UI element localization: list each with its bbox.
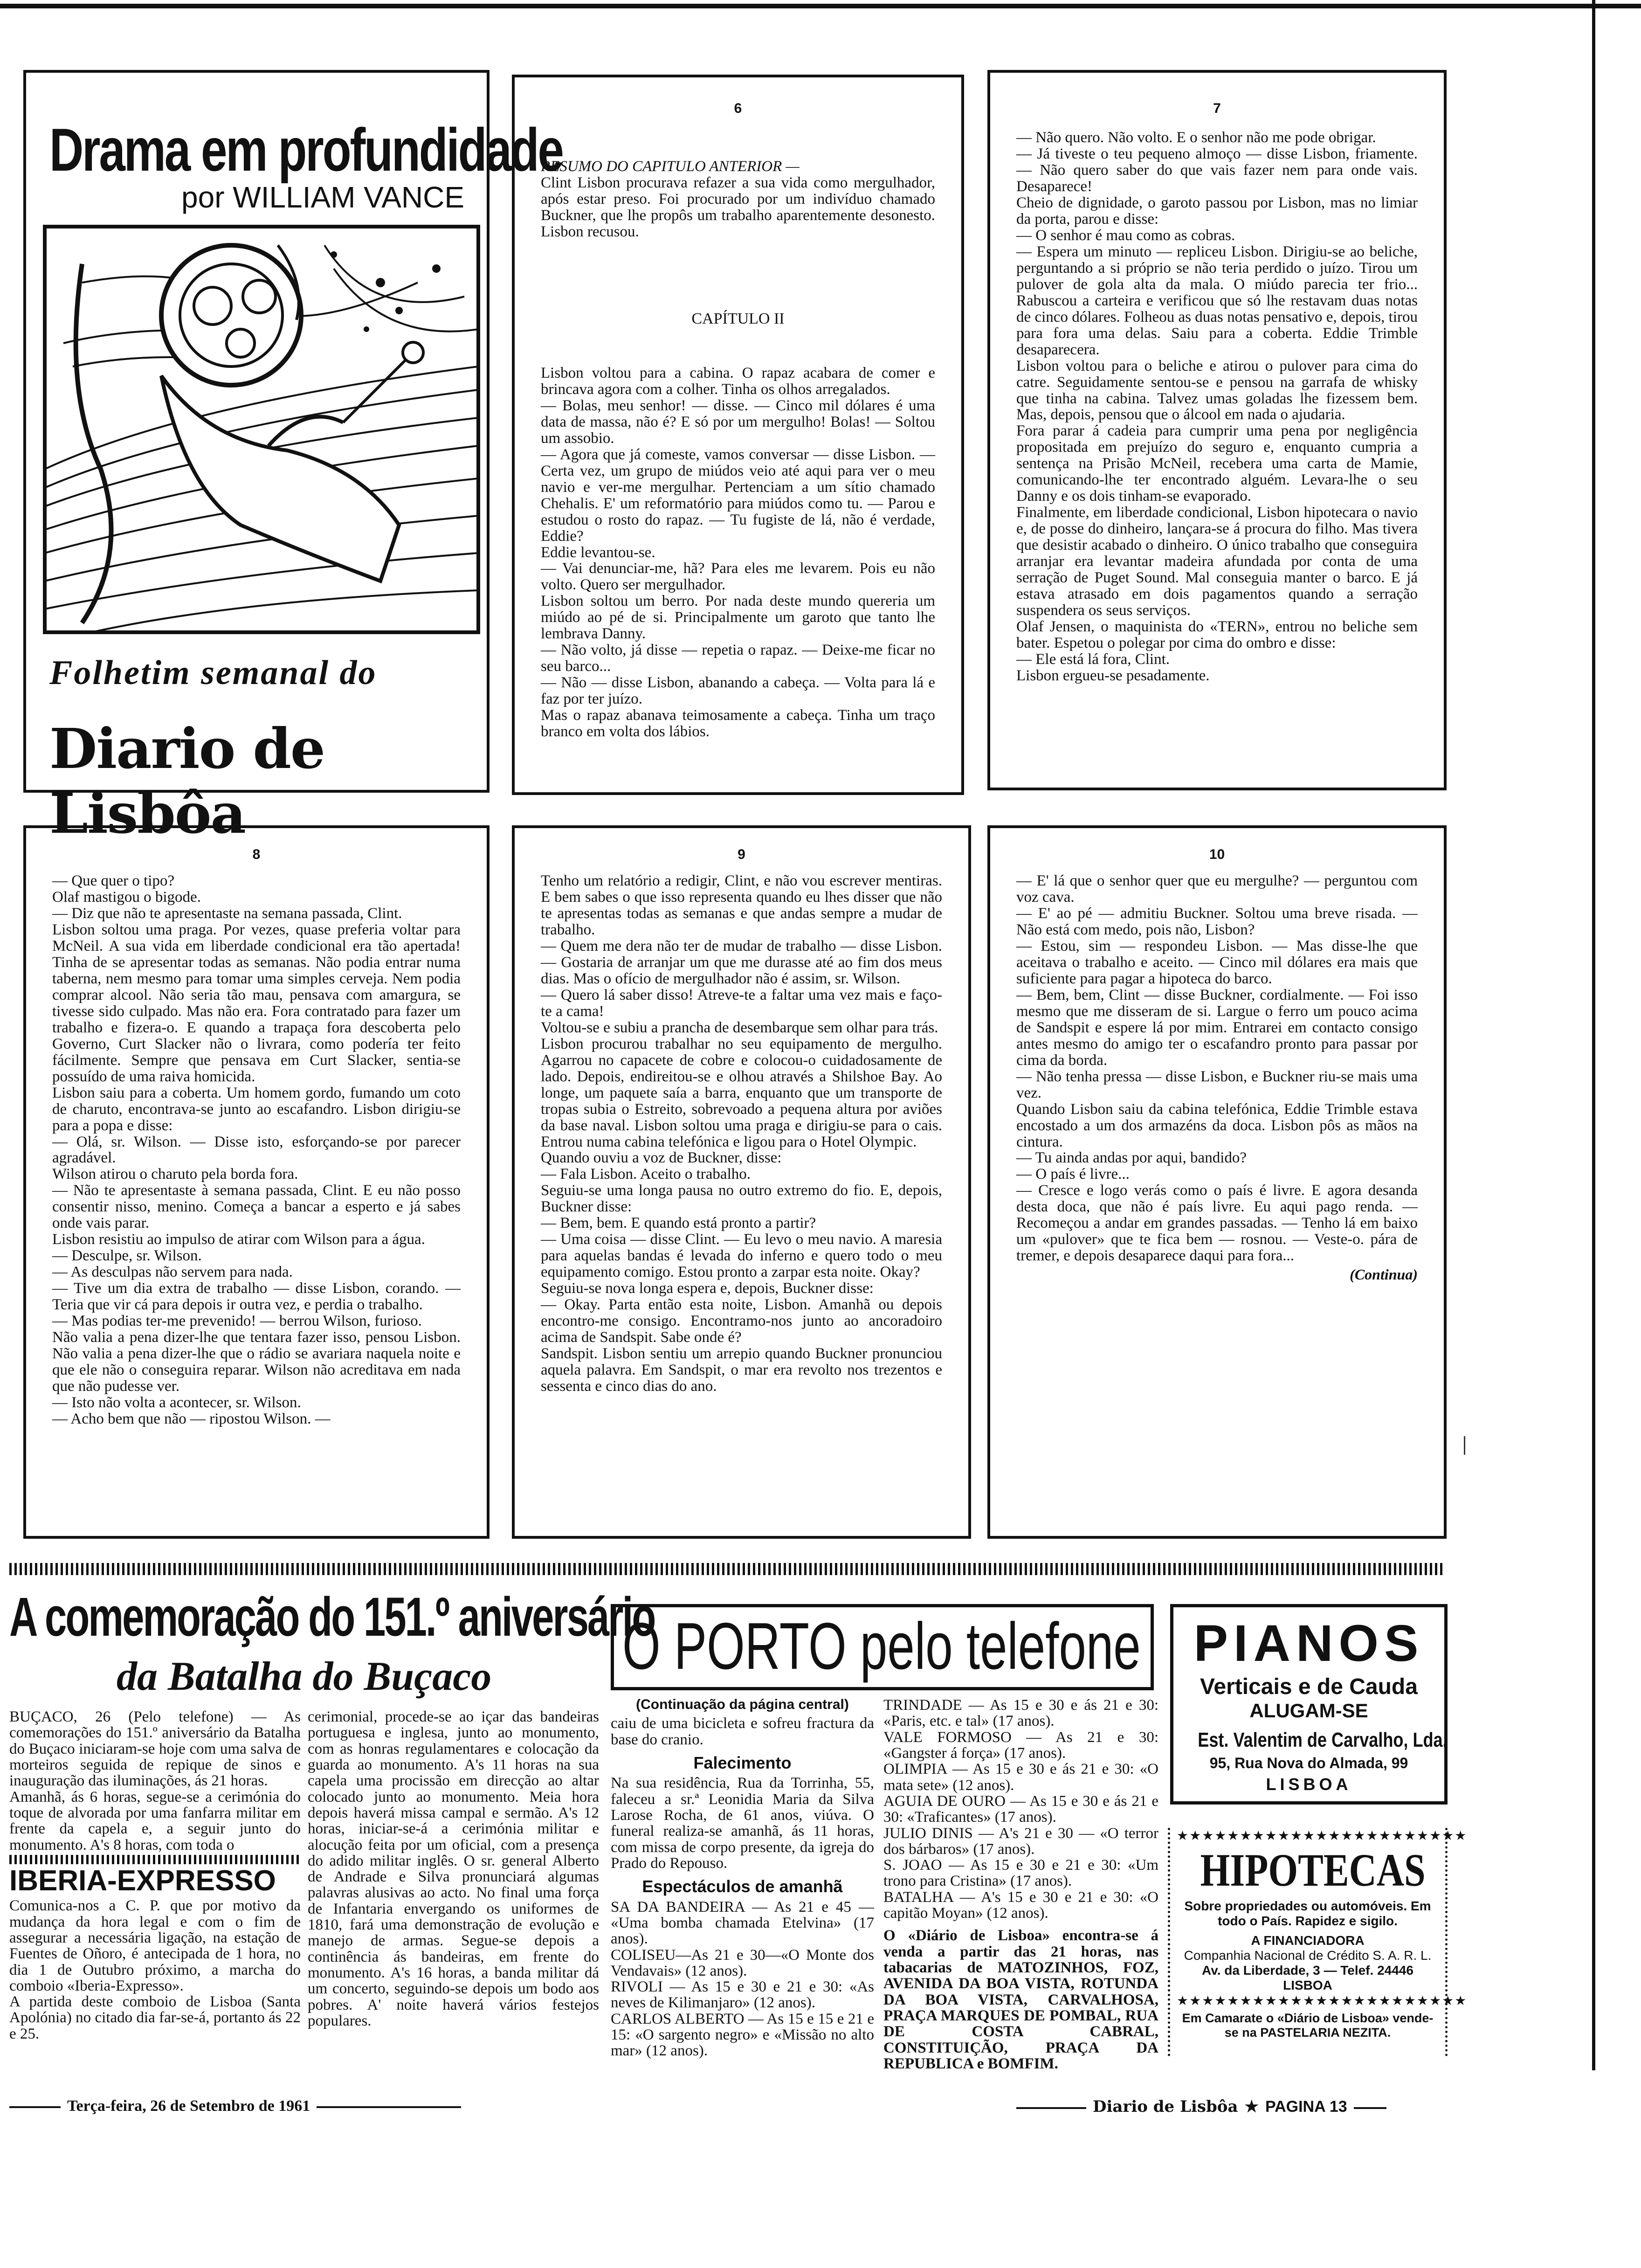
porto-continuation-text: caiu de uma bicicleta e sofreu fractura da base do cranio. (611, 1715, 874, 1748)
paragraph: — Desculpe, sr. Wilson. (52, 1247, 202, 1265)
page-number: 7 (1213, 101, 1221, 116)
paragraph: Lisbon saiu para a coberta. Um homem gordo, fumando um coto de charuto, encontrava-se junto ao escafandro. Lisbon dirigiu-se para a popa e disse: (52, 1084, 461, 1134)
espectaculo-item: COLISEU—As 21 e 30—«O Monte dos Vendavais» (12 anos). (611, 1946, 874, 1979)
iberia-paragraph: Comunica-nos a C. P. que por motivo da mudança da hora legal e com o fim de assegurar a necessária ligação, na estação de Fuentes de Oñoro, é antecipada de 1 hora, no dia 1 de Outubro próximo, a marcha do comboio «Iberia-Expresso». (9, 1897, 301, 1994)
serial-author: por WILLIAM VANCE (181, 180, 464, 214)
bucaco-subhead: da Batalha do Buçaco (117, 1654, 492, 1699)
paragraph: Tenho um relatório a redigir, Clint, e não vou escrever mentiras. E bem sabes o que isso representa quando eu lhes disser que não te apresentas todas as semanas e que andas sempre a mudar de trabalho. (541, 872, 942, 938)
margin-mark (1464, 1436, 1465, 1455)
page10-body (1016, 873, 1418, 1264)
paragraph: — Não tenha pressa — disse Lisbon, e Buckner riu-se mais uma vez. (1016, 1068, 1418, 1101)
paragraph: — Cresce e logo verás como o país é livre. E agora desanda desta doca, que não é país livre. Eu aqui pago renda. — Recomeçou a andar em grandes passadas. — Tenho lá em baixo um «pulover» que te fica bem — rosnou. — Veste-o. pára de tremer, e depois desaparece daqui para fora... (1016, 1182, 1418, 1265)
bucaco-paragraph: Amanhã, ás 6 horas, segue-se a cerimónia do toque de alvorada por uma fanfarra militar em frente da capela e, a seguir junto do monumento. A's 8 horas, com toda o (9, 1788, 301, 1853)
hipotecas-city: LISBOA (1283, 1978, 1332, 1992)
paragraph: Lisbon voltou para o beliche e atirou o pulover para cima do catre. Seguidamente sentou-se e pensou na garrafa de whisky que tinha na cabina. Talvez umas goladas lhe fizessem bem. Mas, depois, pensou que o álcool em nada o ajudaria. (1016, 357, 1418, 423)
pianos-line: LISBOA (1266, 1775, 1352, 1794)
page-number: 8 (252, 847, 261, 862)
paragraph: — Que quer o tipo? (52, 872, 175, 889)
footer-paper: Diario de Lisbôa ★ PAGINA 13 (1016, 2097, 1386, 2116)
star-border: ★★★★★★★★★★★★★★★★★★★★★★★ (1177, 1828, 1468, 1843)
porto-column-1 (611, 1697, 874, 2059)
paragraph: — Diz que não te apresentaste na semana passada, Clint. (52, 905, 402, 922)
page-number: 10 (1209, 847, 1225, 862)
pianos-line: 95, Rua Nova do Almada, 99 (1209, 1755, 1408, 1771)
footer-date (9, 2097, 461, 2115)
paragraph: — Tive um dia extra de trabalho — disse Lisbon, corando. — Teria que vir cá para depois ir outra vez, e perdia o trabalho. (52, 1280, 461, 1314)
paragraph: Fora parar á cadeia para cumprir uma pena por negligência propositada em prejuízo do seguro e, enquanto cumpria a sentença na Prisão McNeil, recebera uma carta de Mamie, comunicando-lhe ter encontrado alguém. Levara-lhe o seu Danny e os dois tinham-se evaporado. (1016, 422, 1418, 505)
issue-date: Terça-feira, 26 de Setembro de 1961 (67, 2097, 310, 2115)
paragraph: — Ele está lá fora, Clint. (1016, 651, 1170, 668)
espectaculo-item: RIVOLI — As 15 e 30 e 21 e 30: «As neves de Kilimanjaro» (12 anos). (611, 1978, 874, 2012)
pianos-line: Verticais e de Cauda (1200, 1674, 1418, 1699)
paragraph: Olaf Jensen, o maquinista do «TERN», entrou no beliche sem bater. Espetou o polegar por cima do ombro e disse: (1016, 618, 1418, 652)
paragraph: — Bem, bem. E quando está pronto a partir? (541, 1215, 816, 1232)
paragraph: Lisbon voltou para a cabina. O rapaz acabara de comer e brincava agora com a colher. Tinha os olhos arregalados. (541, 364, 935, 398)
page-number: 9 (738, 847, 745, 862)
section-separator (9, 1563, 1445, 1575)
paragraph: Cheio de dignidade, o garoto passou por Lisbon, mas no limiar da porta, parou e disse: (1016, 194, 1418, 228)
paragraph: — Uma coisa — disse Clint. — Eu levo o meu navio. A maresia para aquelas bandas é levada do inferno e quero todo o meu equipamento comigo. Estou pronto a zarpar esta noite. Okay? (541, 1231, 942, 1281)
newspaper-masthead: Diario de Lisbôa (49, 716, 324, 846)
espectaculo-item: VALE FORMOSO — As 21 e 30: «Gangster á força» (17 anos). (883, 1729, 1158, 1762)
iberia-paragraph: A partida deste comboio de Lisboa (Santa Apolónia) no citado dia far-se-á, portanto ás 22 e 25. (9, 1993, 301, 2042)
paragraph: — Tu ainda andas por aqui, bandido? (1016, 1149, 1247, 1167)
paragraph: — Agora que já comeste, vamos conversar — disse Lisbon. — Certa vez, um grupo de miúdos veio até aqui para ver o meu navio e ver-me mergulhar. Pertenciam a um sítio chamado Chehalis. E' um reformatório para miúdos como tu. — Parou e estudou o rosto do rapaz. — Tu fugiste de lá, não é verdade, Eddie? (541, 446, 935, 545)
hipotecas-company-label: A FINANCIADORA (1251, 1933, 1365, 1948)
drama-title-panel (23, 70, 563, 846)
paragraph: — Olá, sr. Wilson. — Disse isto, esforçando-se por parecer agradável. (52, 1133, 461, 1167)
serial-page-9 (512, 825, 971, 1539)
iberia-title: IBERIA-EXPRESSO (9, 1864, 276, 1897)
porto-title: O PORTO pelo telefone (622, 1609, 1141, 1683)
paragraph: — Quem me dera não ter de mudar de trabalho — disse Lisbon. — Gostaria de arranjar um que me durasse até ao fim dos meus dias. Mas o ofício de mergulhador não é assim, sr. Wilson. (541, 937, 942, 987)
paragraph: — Estou, sim — respondeu Lisbon. — Mas disse-lhe que aceitava o trabalho e aceito. — Cinco mil dólares era mais que suficiente para pagar a hipoteca do barco. (1016, 937, 1418, 987)
chapter-heading: CAPÍTULO II (691, 310, 785, 327)
star-border: ★★★★★★★★★★★★★★★★★★★★★★★ (1177, 1993, 1468, 2008)
espectaculo-item: SA DA BANDEIRA — As 21 e 45 — «Uma bomba chamada Etelvina» (17 anos). (611, 1898, 874, 1948)
paragraph: Voltou-se e subiu a prancha de desembarque sem olhar para trás. (541, 1019, 938, 1036)
paragraph: — As desculpas não servem para nada. (52, 1264, 293, 1281)
page-number: 6 (734, 101, 742, 116)
falecimento-heading: Falecimento (693, 1753, 792, 1772)
paragraph: — Acho bem que não — ripostou Wilson. — (52, 1410, 331, 1427)
page7-body (1016, 130, 1418, 684)
paragraph: — Vai denunciar-me, hã? Para eles me levarem. Pois eu não volto. Quero ser mergulhador. (541, 560, 935, 594)
paragraph: — Não te apresentaste à semana passada, Clint. E eu não posso consentir nisso, menino. Começa a bancar a esperto e já sabes onde vais parar. (52, 1182, 461, 1232)
serial-page-10 (987, 825, 1447, 1539)
pianos-title: PIANOS (1193, 1615, 1424, 1672)
diario-venda-notice: O «Diário de Lisboa» encontra-se á venda a partir das 21 horas, nas tabacarias de MATOZINHOS, FOZ, AVENIDA DA BOA VISTA, ROTUNDA DA BOA VISTA, CARVALHOSA, PRAÇA MARQUES DE POMBAL, RUA DE COSTA CABRAL, CONSTITUIÇÃO, PRAÇA DA REPUBLICA e BOMFIM. (883, 1927, 1158, 2072)
iberia-separator (9, 1855, 301, 1864)
paragraph: — E' ao pé — admitiu Buckner. Soltou uma breve risada. — Não está com medo, pois não, Lisbon? (1016, 905, 1418, 938)
paragraph: Eddie levantou-se. (541, 544, 655, 561)
paragraph: — O país é livre... (1016, 1166, 1130, 1183)
page-label: PAGINA 13 (1265, 2098, 1347, 2116)
espectaculo-item: OLIMPIA — As 15 e 30 e ás 21 e 30: «O mata sete» (12 anos). (883, 1761, 1158, 1794)
espectaculo-item: S. JOAO — As 15 e 30 e 21 e 30: «Um trono para Cristina» (17 anos). (883, 1857, 1158, 1890)
pianos-line: Est. Valentim de Carvalho, Lda. (1198, 1729, 1448, 1751)
bucaco-headline: A comemoração do 151.º aniversário (9, 1586, 655, 1648)
paragraph: — Bem, bem, Clint — disse Buckner, cordialmente. — Foi isso mesmo que me disseram de si. Largue o ferro um pouco acima de Sandspit e espere lá por mim. Entrarei em contacto consigo antes mesmo do amigo ter o escafandro pronto para passar por cima da borda. (1016, 986, 1418, 1069)
bucaco-column-2 (308, 1709, 599, 2029)
paragraph: Seguiu-se nova longa espera e, depois, Buckner disse: (541, 1280, 874, 1297)
paragraph: — Okay. Parta então esta noite, Lisbon. Amanhã ou depois encontro-me consigo. Encontramo-nos junto ao ancoradoiro acima de Sandspit. Sabe onde é? (541, 1296, 942, 1346)
serial-page-7 (987, 70, 1447, 790)
page9-body (541, 873, 942, 1395)
paragraph: Quando ouviu a voz de Buckner, disse: (541, 1149, 782, 1167)
espectaculo-item: JULIO DINIS — A's 21 e 30 — «O terror dos bárbaros» (17 anos). (883, 1825, 1158, 1858)
right-margin-rule (1592, 0, 1595, 2070)
bucaco-paragraph: BUÇACO, 26 (Pelo telefone) — As comemorações do 151.º aniversário da Batalha do Buçaco iniciaram-se hoje com uma salva de morteiros seguida de repique de sinos e inauguração das iluminações, ás 21 horas. (9, 1708, 301, 1790)
serial-title: Drama em profundidade (49, 116, 563, 184)
serial-page-8 (23, 825, 490, 1539)
porto-continuation-label: (Continuação da página central) (636, 1697, 849, 1712)
espectaculos-heading: Espectáculos de amanhã (642, 1877, 843, 1896)
paragraph: Olaf mastigou o bigode. (52, 888, 201, 906)
hipotecas-title: HIPOTECAS (1200, 1844, 1426, 1896)
porto-title-box (611, 1604, 1154, 1690)
paragraph: Lisbon procurou trabalhar no seu equipamento de mergulho. Agarrou no capacete de cobre e colocou-o cuidadosamente de lado. Depois, endireitou-se e olhou através a Shilshoe Bay. Ao longe, um paquete saía a barra, enquanto que um transporte de tropas subia o Estreito, sobrevoado a pequena altura por aviões da base naval. Lisbon soltou uma praga e dirigiu-se para o cais. Entrou numa cabina telefónica e ligou para o Hotel Olympic. (541, 1035, 942, 1150)
hipotecas-address: Av. da Liberdade, 3 — Telef. 24446 (1202, 1963, 1413, 1978)
camarote-notice: Em Camarate o «Diário de Lisboa» vende-se na PASTELARIA NEZITA. (1182, 2011, 1434, 2040)
paragraph: Seguiu-se uma longa pausa no outro extremo do fio. E, depois, Buckner disse: (541, 1182, 942, 1216)
page8-body (52, 873, 461, 1427)
resumo-text: Clint Lisbon procurava refazer a sua vida como mergulhador, após estar preso. Foi procurado por um indivíduo chamado Buckner, que lhe propôs um trabalho aparentemente desonesto. Lisbon recusou. (541, 174, 935, 240)
paragraph: Lisbon soltou um berro. Por nada deste mundo quereria um miúdo ao pé de si. Principalmente um garoto que tanto lhe lembrava Danny. (541, 593, 935, 643)
paragraph: — Não — disse Lisbon, abanando a cabeça. — Volta para lá e faz por ter juízo. (541, 674, 935, 708)
bucaco-column-1 (9, 1709, 301, 2042)
paragraph: — Já tiveste o teu pequeno almoço — disse Lisbon, friamente. — Não quero saber do que vais fazer nem para onde vais. Desaparece! (1016, 145, 1418, 195)
resumo-label: RESUMO DO CAPITULO ANTERIOR — (541, 158, 800, 175)
paragraph: — O senhor é mau como as cobras. (1016, 227, 1235, 244)
folhetim-caption: Folhetim semanal do (49, 654, 377, 692)
diver-illustration (45, 227, 478, 632)
paragraph: Lisbon soltou uma praga. Por vezes, quase preferia voltar para McNeil. A sua vida em liberdade condicional era tão apertada! Tinha de se apresentar todas as semanas. Não podia entrar numa taberna, nem mesmo para tomar uma simples cerveja. Nem podia comprar alcool. Não seria tão mau, pensava com amargura, se tivesse sido culpado. Mas não era. Fora contratado para fazer um trabalho e fizera-o. E quando a trapaça fora descoberta pelo Governo, Curt Slacker não o livrara, como podería ter feito fácilmente. Sempre que pensava em Curt Slacker, sentia-se possuído de uma raiva homicida. (52, 921, 461, 1085)
paragraph: Lisbon resistiu ao impulso de atirar com Wilson para a água. (52, 1231, 425, 1248)
espectaculo-item: BATALHA — A's 15 e 30 e 21 e 30: «O capitão Moyan» (12 anos). (883, 1888, 1158, 1922)
paragraph: Sandspit. Lisbon sentiu um arrepio quando Buckner pronunciou aquela palavra. Em Sandspit, o mar era revolto nos trezentos e sessenta e cinco dias do ano. (541, 1345, 942, 1395)
paragraph: — Fala Lisbon. Aceito o trabalho. (541, 1166, 751, 1183)
paragraph: — Bolas, meu senhor! — disse. — Cinco mil dólares é uma data de massa, não é? E só por um mergulho! Bolas! — Soltou um assobio. (541, 397, 935, 447)
paragraph: — Mas podias ter-me prevenido! — berrou Wilson, furioso. (52, 1313, 422, 1330)
paragraph: — E' lá que o senhor quer que eu mergulhe? — perguntou com voz cava. (1016, 872, 1418, 906)
hipotecas-ad (1168, 1828, 1468, 2056)
hipotecas-text: Sobre propriedades ou automóveis. Em todo o País. Rapidez e sigilo. (1184, 1899, 1431, 1928)
paragraph: — Não quero. Não volto. E o senhor não me pode obrigar. (1016, 129, 1376, 146)
paragraph: — Quero lá saber disso! Atreve-te a faltar uma vez mais e faço-te a cama! (541, 986, 942, 1020)
paragraph: Não valia a pena dizer-lhe que tentara fazer isso, pensou Lisbon. Não valia a pena dizer-lhe que o rádio se avariara naquela noite e que ele não o conseguira reparar. Wilson não acreditava em nada que não pudesse ver. (52, 1329, 461, 1395)
top-rule (0, 4, 1641, 8)
paragraph: — Não volto, já disse — repetia o rapaz. — Deixe-me ficar no seu barco... (541, 642, 935, 675)
paragraph: Lisbon ergueu-se pesadamente. (1016, 667, 1210, 684)
bucaco-paragraph: cerimonial, procede-se ao içar das bandeiras portuguesa e inglesa, junto ao monumento, com as honras regulamentares e colocação da guarda ao monumento. A's 11 horas na sua capela uma procissão em direcção ao altar colocado junto ao monumento. Meia hora depois haverá missa campal e sermão. A's 12 horas, iniciar-se-á a cerimónia militar e alocução feita por um oficial, com a presença do adido militar inglês. O sr. general Alberto de Andrade e Silva pronunciará algumas palavras alusivas ao acto. No final uma força de Infantaria envergando os uniformes de 1810, fará uma demonstração de evolução e manejo de armas. Segue-se depois a continência ás bandeiras, em frente do monumento. A's 16 horas, a banda militar dá um concerto, seguindo-se depois um bodo aos pobres. A' noite haverá vários festejos populares. (308, 1708, 599, 2029)
paragraph: Quando Lisbon saiu da cabina telefónica, Eddie Trimble estava encostado a um dos armazéns da doca. Lisbon pôs as mãos na cintura. (1016, 1100, 1418, 1150)
falecimento-text: Na sua residência, Rua da Torrinha, 55, faleceu a sr.ª Leonidia Maria da Silva Larose Rocha, de 61 anos, viúva. O funeral realiza-se amanhã, ás 11 horas, com missa de corpo presente, da igreja do Prado do Repouso. (611, 1775, 874, 1872)
serial-page-6 (512, 75, 964, 795)
paragraph: — Espera um minuto — repliceu Lisbon. Dirigiu-se ao beliche, perguntando a si próprio se não teria perdido o juízo. Tirou um pulover de gola alta da mala. O miúdo parecia ter frio... Rabuscou a carteira e verificou que só lhe restavam duas notas de cinco dólares. Folheou as duas notas pensativo e, depois, tirou para fora uma delas. Saiu para a coberta. Eddie Trimble desaparecera. (1016, 243, 1418, 358)
paragraph: Mas o rapaz abanava teimosamente a cabeça. Tinha um traço branco em volta dos lábios. (541, 707, 935, 740)
espectaculo-item: AGUIA DE OURO — As 15 e 30 e ás 21 e 30: «Traficantes» (17 anos). (883, 1792, 1158, 1826)
paragraph: — Isto não volta a acontecer, sr. Wilson. (52, 1394, 301, 1411)
paragraph: Finalmente, em liberdade condicional, Lisbon hipotecara o navio e, de posse do dinheiro, lançara-se á procura do filho. Mas tivera que desistir acabado o dinheiro. O único trabalho que conseguira arranjar era levantar madeira afundada por conta de uma serração de Puget Sound. Mal conseguia manter o barco. E já estava atrasado em dois pagamentos quando a serração suspendera os seus serviços. (1016, 504, 1418, 619)
footer-masthead: Diario de Lisbôa (1093, 2097, 1238, 2116)
paragraph: Wilson atirou o charuto pela borda fora. (52, 1166, 298, 1183)
pianos-line: ALUGAM-SE (1249, 1700, 1368, 1722)
porto-column-2 (883, 1697, 1158, 2072)
hipotecas-company: Companhia Nacional de Crédito S. A. R. L. (1184, 1948, 1432, 1963)
page6-body (541, 365, 935, 740)
espectaculo-item: CARLOS ALBERTO — As 15 e 15 e 21 e 15: «O sargento negro» e «Missão no alto mar» (12 anos). (611, 2010, 874, 2060)
continua-note: (Continua) (1350, 1266, 1418, 1283)
espectaculo-item: TRINDADE — As 15 e 30 e ás 21 e 30: «Paris, etc. e tal» (17 anos). (883, 1697, 1158, 1730)
pianos-ad (1170, 1604, 1448, 1805)
